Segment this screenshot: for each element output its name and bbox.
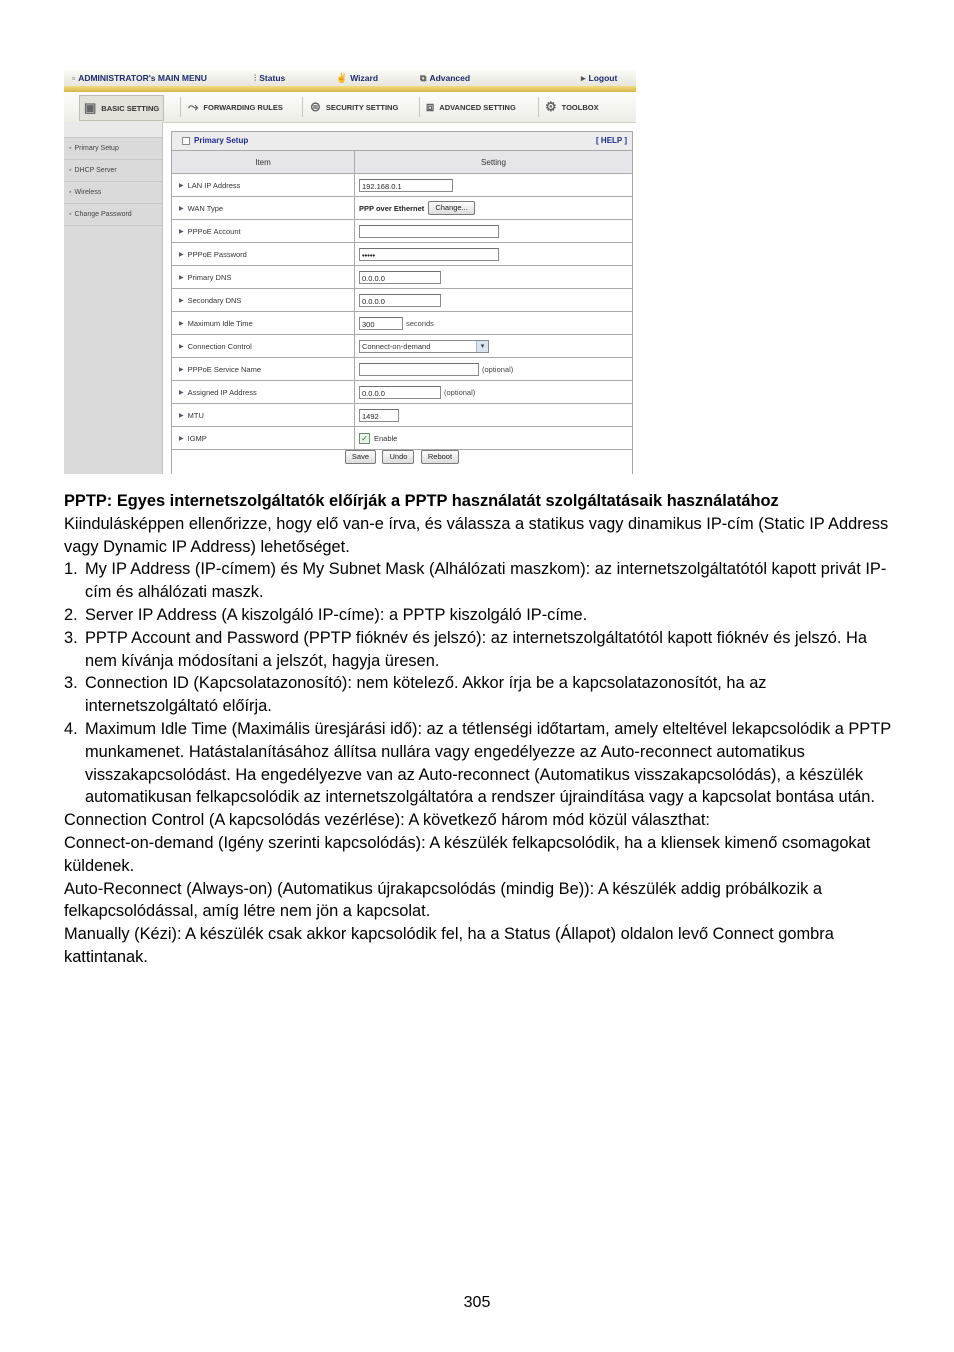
bullet-icon: ▪ (69, 211, 72, 218)
advanced-link[interactable]: ⧉ Advanced (420, 73, 471, 83)
advanced-icon: ⧉ (420, 73, 427, 83)
table-header (172, 151, 632, 174)
row-arrow-icon: ▶ (179, 297, 184, 304)
row-arrow-icon: ▶ (179, 274, 184, 281)
row-arrow-icon: ▶ (179, 343, 184, 350)
undo-button[interactable]: Undo (382, 450, 414, 464)
optional-label: (optional) (444, 387, 476, 397)
row-arrow-icon: ▶ (179, 320, 184, 327)
sidebar-header (64, 122, 162, 138)
reboot-button[interactable]: Reboot (421, 450, 459, 464)
row-arrow-icon: ▶ (179, 251, 184, 258)
row-arrow-icon: ▶ (179, 228, 184, 235)
list-item: 2. Server IP Address (A kiszolgáló IP-címe): a PPTP kiszolgáló IP-címe. (64, 605, 588, 624)
sidebar-item-wireless[interactable]: ▪ Wireless (64, 182, 162, 204)
panel-title: Primary Setup (182, 136, 248, 145)
tab-divider (419, 97, 420, 117)
wizard-icon: ✌ (336, 73, 348, 83)
connection-control-select[interactable]: Connect-on-demand ▾ (359, 340, 489, 353)
list-item: 4. Maximum Idle Time (Maximális üresjárási idő): az a tétlenségi időtartam, amely elteltével lekapcsolódik a PPTP munkamenet. Hatástalanításához állítsa nullára vagy engedélyezze az Auto-reconnect automatikus visszakapcsolódást. Ha engedélyezve van az Auto-reconnect (Automatikus visszakapcsolódás), a készülék automatikusan felkapcsolódik az internetszolgáltatóra a rendszer újraindítása vagy a kapcsolat bontása után. (64, 719, 891, 807)
bullet-icon: ▪ (69, 189, 72, 196)
table-row: ▶ Secondary DNS 0.0.0.0 (172, 289, 632, 312)
table-row: ▶ WAN Type PPP over Ethernet Change... (172, 197, 632, 220)
panel-square-icon (182, 137, 190, 145)
manually-paragraph: Manually (Kézi): A készülék csak akkor kapcsolódik fel, ha a Status (Állapot) oldalon levő Connect gombra kattintanak. (64, 925, 834, 966)
igmp-checkbox[interactable]: ✓ (359, 433, 370, 444)
tab-advanced-setting[interactable]: ⧈ ADVANCED SETTING (426, 99, 516, 114)
tab-basic-setting[interactable]: ▣ BASIC SETTING (79, 95, 164, 121)
tab-toolbox[interactable]: ⚙ TOOLBOX (545, 99, 599, 114)
optional-label: (optional) (482, 364, 514, 374)
tab-bar (64, 92, 636, 123)
table-row: ▶ PPPoE Service Name (optional) (172, 358, 632, 381)
pppoe-account-input[interactable] (359, 225, 499, 238)
table-row: ▶ MTU 1492 (172, 404, 632, 427)
wizard-link[interactable]: ✌ Wizard (336, 73, 379, 83)
tab-divider (180, 97, 181, 117)
top-menu-bar (64, 70, 636, 87)
row-arrow-icon: ▶ (179, 435, 184, 442)
primary-setup-panel (171, 131, 633, 474)
auto-reconnect-paragraph: Auto-Reconnect (Always-on) (Automatikus újrakapcsolódás (mindig Be)): A készülék addig próbálkozik a felkapcsolódással, amíg létre nem jön a kapcsolat. (64, 879, 822, 921)
tab-security-setting[interactable]: ⊜ SECURITY SETTING (310, 99, 399, 114)
table-row: ▶ LAN IP Address 192.168.0.1 (172, 174, 632, 197)
column-header-item: Item (172, 151, 355, 173)
bullet-icon: ▪ (69, 145, 72, 152)
advanced-setting-icon: ⧈ (426, 99, 435, 114)
toolbox-icon: ⚙ (545, 99, 557, 114)
seconds-label: seconds (406, 318, 434, 328)
intro-paragraph: Kiindulásképpen ellenőrizze, hogy elő van-e írva, és válassza a statikus vagy dinamikus IP-cím (Static IP Address vagy Dynamic IP Address) lehetőséget. (64, 514, 889, 556)
main-menu-link[interactable]: ▫ ADMINISTRATOR's MAIN MENU (72, 73, 207, 83)
tab-divider (302, 97, 303, 117)
igmp-enable-label: Enable (374, 433, 398, 443)
connect-on-demand-paragraph: Connect-on-demand (Igény szerinti kapcsolódás): A készülék felkapcsolódik, ha a kliensek kimenő csomagokat küldenek. (64, 833, 871, 875)
service-name-input[interactable] (359, 363, 479, 376)
list-item: 3. PPTP Account and Password (PPTP fióknév és jelszó): az internetszolgáltatótól kapott fióknév és jelszó. Ha nem kívánja módosítani a jelszót, hagyja üresen. (64, 628, 867, 670)
action-buttons (172, 446, 632, 464)
sidebar (64, 122, 163, 474)
primary-dns-input[interactable]: 0.0.0.0 (359, 271, 441, 284)
router-screenshot (64, 70, 636, 474)
row-arrow-icon: ▶ (179, 205, 184, 212)
arrow-right-icon: ▸ (581, 73, 586, 83)
sidebar-item-primary-setup[interactable]: ▪ Primary Setup (64, 138, 162, 160)
list-item: 3. Connection ID (Kapcsolatazonosító): nem kötelező. Akkor írja be a kapcsolatazonosítót, ha az internetszolgáltató előírja. (64, 674, 767, 716)
table-row: ▶ Assigned IP Address 0.0.0.0 (optional) (172, 381, 632, 404)
bullet-icon: ▪ (69, 167, 72, 174)
sidebar-item-dhcp-server[interactable]: ▪ DHCP Server (64, 160, 162, 182)
status-link[interactable]: ⫶ Status (254, 73, 286, 83)
mtu-input[interactable]: 1492 (359, 409, 399, 422)
sidebar-item-change-password[interactable]: ▪ Change Password (64, 204, 162, 226)
table-row: ▶ Primary DNS 0.0.0.0 (172, 266, 632, 289)
status-icon: ⫶ (254, 73, 257, 83)
logout-link[interactable]: ▸ Logout (581, 73, 618, 83)
row-arrow-icon: ▶ (179, 366, 184, 373)
table-row: ▶ IGMP ✓ Enable (172, 427, 632, 450)
table-row: ▶ PPPoE Account (172, 220, 632, 243)
wan-type-value: PPP over Ethernet (359, 203, 425, 213)
row-arrow-icon: ▶ (179, 389, 184, 396)
document-body (64, 490, 894, 969)
table-row: ▶ Maximum Idle Time 300 seconds (172, 312, 632, 335)
folder-icon: ▣ (84, 100, 97, 115)
page-number: 305 (463, 1294, 491, 1311)
row-arrow-icon: ▶ (179, 182, 184, 189)
max-idle-time-input[interactable]: 300 (359, 317, 403, 330)
connection-control-paragraph: Connection Control (A kapcsolódás vezérlése): A következő három mód közül választhat: (64, 811, 710, 830)
forward-icon: ⤳ (188, 99, 199, 114)
table-row: ▶ PPPoE Password ••••• (172, 243, 632, 266)
row-arrow-icon: ▶ (179, 412, 184, 419)
secondary-dns-input[interactable]: 0.0.0.0 (359, 294, 441, 307)
column-header-setting: Setting (481, 157, 506, 167)
list-item: 1. My IP Address (IP-címem) és My Subnet Mask (Alhálózati maszkom): az internetszolgáltatótól kapott privát IP-cím és alhálózati maszk. (64, 560, 887, 602)
panel-header (172, 132, 632, 151)
tab-divider (538, 97, 539, 117)
section-heading: PPTP: Egyes internetszolgáltatók előírják a PPTP használatát szolgáltatásaik használatához (64, 492, 779, 510)
table-row: ▶ Connection Control Connect-on-demand ▾ (172, 335, 632, 358)
help-link[interactable]: [ HELP ] (596, 136, 627, 145)
pppoe-password-input[interactable]: ••••• (359, 248, 499, 261)
menu-square-icon: ▫ (72, 73, 76, 83)
lan-ip-input[interactable]: 192.168.0.1 (359, 179, 453, 192)
tab-forwarding-rules[interactable]: ⤳ FORWARDING RULES (188, 99, 283, 114)
security-icon: ⊜ (310, 99, 321, 114)
change-button[interactable]: Change... (428, 201, 475, 215)
chevron-down-icon: ▾ (476, 341, 488, 352)
save-button[interactable]: Save (345, 450, 376, 464)
assigned-ip-input[interactable]: 0.0.0.0 (359, 386, 441, 399)
